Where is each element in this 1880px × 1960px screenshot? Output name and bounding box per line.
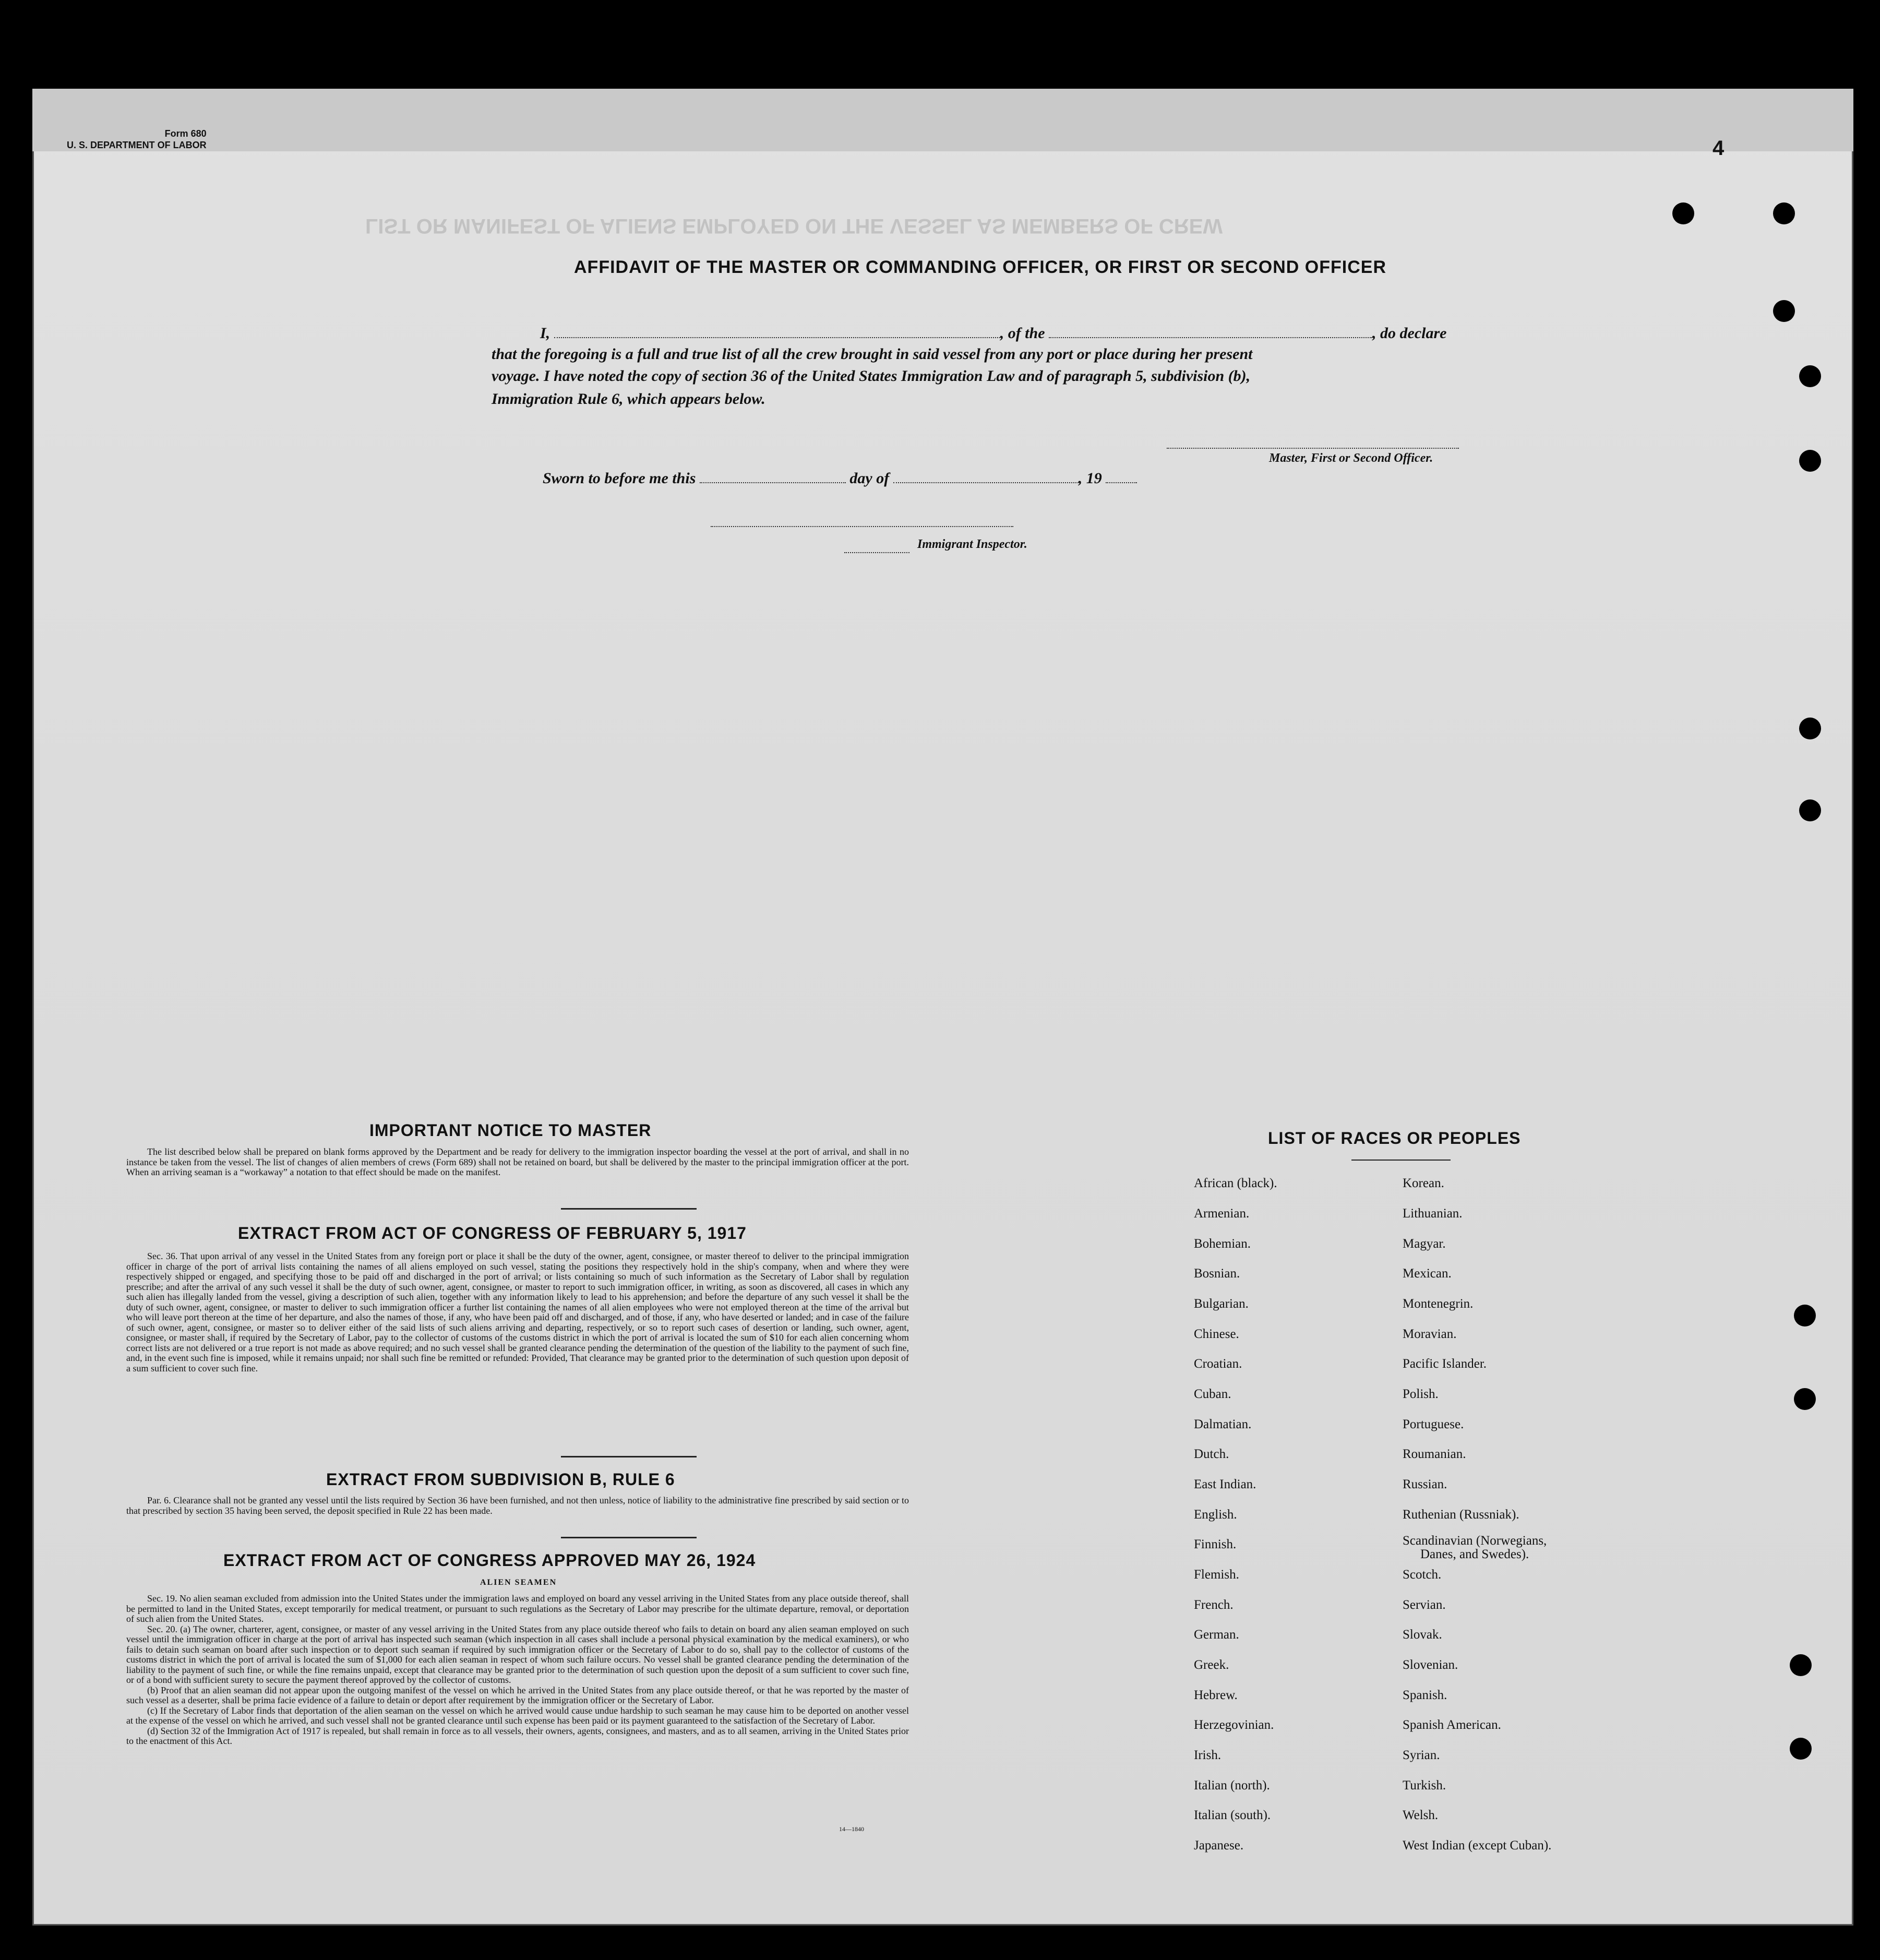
inspector-label: Immigrant Inspector.: [917, 537, 1027, 551]
race-item: Portuguese.: [1403, 1417, 1464, 1431]
race-item: Ruthenian (Russniak).: [1403, 1508, 1519, 1522]
race-item: Hebrew.: [1194, 1688, 1238, 1702]
race-item: Bulgarian.: [1194, 1297, 1249, 1311]
notice-title: IMPORTANT NOTICE TO MASTER: [369, 1121, 652, 1140]
form-print-code: 14—1840: [839, 1825, 864, 1833]
sec-20a-paragraph: Sec. 20. (a) The owner, charterer, agent, consignee, or master of any vessel arriving in the United States from any place outside thereof who fails to detain on board any alien seaman employed on such vessel until the immigration officer in charge at the port of arrival has inspected such seaman (which inspection in all cases shall include a personal physical examination by the medical examiners), or who fails to detain such seaman on board after such inspection or to deport such seaman if required by such immigration officer or the Secretary of Labor to do so, shall pay to the collector of customs of the customs district in which the port of arrival is located the sum of $1,000 for each alien seaman in respect of whom such failure occurs. No vessel shall be granted clearance pending the determination of the liability to the payment of such fine, or while the fine remains unpaid, except that clearance may be granted prior to the determination of such question upon the deposit of a sum sufficient to cover such fine, or of a bond with sufficient surety to secure the payment thereof approved by the collector of customs.: [126, 1623, 909, 1685]
race-item: Lithuanian.: [1403, 1206, 1463, 1221]
sworn-line: [543, 470, 1137, 487]
alien-seamen-subtitle: ALIEN SEAMEN: [480, 1578, 557, 1587]
race-item: Croatian.: [1194, 1357, 1242, 1371]
race-item: Italian (north).: [1194, 1778, 1270, 1792]
divider: [561, 1456, 697, 1457]
race-item: Dalmatian.: [1194, 1417, 1252, 1431]
punch-hole: [1799, 799, 1821, 821]
affidavit-line-4: Immigration Rule 6, which appears below.: [492, 390, 765, 408]
race-item: Herzegovinian.: [1194, 1718, 1274, 1732]
sec-20b-paragraph: (b) Proof that an alien seaman did not appear upon the outgoing manifest of the vessel on which he arrived in the United States from any place outside thereof, or that he was reported by the master of such vessel as a deserter, shall be prima facie evidence of a failure to detain or deport after requirement by the immigration officer or the Secretary of Labor.: [126, 1684, 909, 1705]
race-item: Scandinavian (Norwegians,: [1403, 1534, 1547, 1548]
race-item: Servian.: [1403, 1598, 1446, 1612]
form-identifier: [67, 128, 207, 151]
inspector-prefix-line: [844, 552, 909, 553]
race-item: East Indian.: [1194, 1477, 1256, 1491]
race-item: Scotch.: [1403, 1568, 1442, 1582]
race-item: Roumanian.: [1403, 1447, 1466, 1461]
race-item: English.: [1194, 1508, 1237, 1522]
vessel-blank[interactable]: [1049, 326, 1372, 338]
race-item-continuation: Danes, and Swedes).: [1420, 1547, 1529, 1561]
punch-hole: [1773, 202, 1795, 224]
department-name: U. S. DEPARTMENT OF LABOR: [67, 140, 207, 150]
extract-1924-title: EXTRACT FROM ACT OF CONGRESS APPROVED MAY 26, 1924: [223, 1551, 756, 1570]
race-item: Montenegrin.: [1403, 1297, 1474, 1311]
race-item: Spanish American.: [1403, 1718, 1501, 1732]
race-item: Bohemian.: [1194, 1237, 1251, 1251]
notice-text: The list described below shall be prepared on blank forms approved by the Department and be ready for delivery to the immigration inspector boarding the vessel at the port of arrival, and shall in no instance be taken from the vessel. The list of changes of alien members of crews (Form 689) shall not be retained on board, but shall be delivered by the master to the principal immigration officer at the port. When an arriving seaman is a “workaway” a notation to that effect should be made on the manifest.: [126, 1146, 909, 1177]
sec-20d-paragraph: (d) Section 32 of the Immigration Act of 1917 is repealed, but shall remain in force as to all vessels, their owners, agents, consignees, and masters, and as to all seamen, arriving in the United States prior to the enactment of this Act.: [126, 1725, 909, 1746]
inspector-signature-line[interactable]: [711, 526, 1013, 527]
sworn-day-blank[interactable]: [700, 471, 846, 483]
race-item: Cuban.: [1194, 1387, 1231, 1401]
rule6-title: EXTRACT FROM SUBDIVISION B, RULE 6: [326, 1470, 675, 1489]
top-band: [32, 89, 1853, 151]
punch-hole: [1799, 450, 1821, 472]
page-number: 4: [1713, 137, 1725, 160]
punch-hole: [1794, 1388, 1816, 1410]
sec-19-paragraph: Sec. 19. No alien seaman excluded from admission into the United States under the immigration laws and employed on board any vessel arriving in the United States from any place outside thereof, shall be permitted to land in the United States, except temporarily for medical treatment, or pursuant to such regulations as the Secretary of Labor may prescribe for the ultimate departure, removal, or deportation of such alien from the United States.: [126, 1593, 909, 1624]
race-item: Greek.: [1194, 1658, 1229, 1672]
race-item: Turkish.: [1403, 1778, 1446, 1792]
divider: [561, 1208, 697, 1210]
punch-hole: [1794, 1305, 1816, 1326]
punch-hole: [1790, 1738, 1812, 1760]
punch-hole: [1799, 365, 1821, 387]
extract-1924-text: [126, 1594, 909, 1747]
punch-hole: [1799, 718, 1821, 739]
race-item: French.: [1194, 1598, 1234, 1612]
race-item: Mexican.: [1403, 1266, 1452, 1281]
race-item: Russian.: [1403, 1477, 1447, 1491]
race-item: Chinese.: [1194, 1327, 1239, 1341]
race-item: Syrian.: [1403, 1748, 1440, 1762]
race-item: Bosnian.: [1194, 1266, 1240, 1281]
affidavit-declaration-line: [540, 325, 1446, 342]
affidavit-line-3: voyage. I have noted the copy of section 36 of the United States Immigration Law and of paragraph 5, subdivision (b),: [492, 367, 1251, 385]
sworn-day-of: day of: [849, 470, 890, 487]
races-divider: [1351, 1160, 1451, 1161]
punch-hole: [1672, 202, 1694, 224]
form-number: Form 680: [164, 128, 207, 139]
race-item: African (black).: [1194, 1176, 1277, 1190]
ghost-manifest-title: LIST OR MANIFEST OF ALIENS EMPLOYED ON THE VESSEL AS MEMBERS OF CREW: [365, 214, 1223, 237]
race-item: German.: [1194, 1628, 1239, 1642]
race-item: Japanese.: [1194, 1838, 1244, 1853]
race-item: Moravian.: [1403, 1327, 1457, 1341]
sworn-year-blank[interactable]: [1106, 471, 1137, 483]
race-item: Magyar.: [1403, 1237, 1446, 1251]
race-item: Slovak.: [1403, 1628, 1442, 1642]
affidavit-i: I,: [540, 325, 550, 342]
rule6-text: Par. 6. Clearance shall not be granted any vessel until the lists required by Section 36 have been furnished, and not then unless, notice of liability to the administrative fine prescribed by said section or to that prescribed by section 35 having been served, the deposit specified in Rule 22 has been made.: [126, 1495, 909, 1516]
races-title: LIST OF RACES OR PEOPLES: [1268, 1129, 1521, 1148]
race-item: Irish.: [1194, 1748, 1222, 1762]
affidavit-declare: , do declare: [1372, 325, 1447, 342]
race-item: Korean.: [1403, 1176, 1444, 1190]
race-item: Armenian.: [1194, 1206, 1250, 1221]
race-item: Polish.: [1403, 1387, 1439, 1401]
affidavit-of-the: , of the: [1000, 325, 1045, 342]
divider: [561, 1537, 697, 1538]
sec-20c-paragraph: (c) If the Secretary of Labor finds that deportation of the alien seaman on the vessel on which he arrived would cause undue hardship to such seaman he may cause him to be deported on another vessel at the expense of the vessel on which he arrived, and such vessel shall not be granted clearance until such expense has been paid or its payment guaranteed to the satisfaction of the Secretary of Labor.: [126, 1705, 909, 1726]
punch-hole: [1790, 1654, 1812, 1676]
race-item: Finnish.: [1194, 1537, 1237, 1551]
extract-1917-title: EXTRACT FROM ACT OF CONGRESS OF FEBRUARY 5, 1917: [238, 1224, 747, 1242]
punch-hole: [1773, 300, 1795, 322]
race-item: West Indian (except Cuban).: [1403, 1838, 1552, 1853]
race-item: Dutch.: [1194, 1447, 1229, 1461]
affidavit-title: AFFIDAVIT OF THE MASTER OR COMMANDING OFFICER, OR FIRST OR SECOND OFFICER: [574, 257, 1386, 277]
sworn-prefix: Sworn to before me this: [543, 470, 696, 487]
master-signature-label: Master, First or Second Officer.: [1269, 451, 1433, 465]
extract-1917-text: Sec. 36. That upon arrival of any vessel in the United States from any foreign port or place it shall be the duty of the owner, agent, consignee, or master thereof to deliver to the principal immigration officer in charge of the port of arrival lists containing the names of all aliens employed on such vessel, stating the positions they respectively hold in the ship's company, when and where they were respectively shipped or engaged, and specifying those to be paid off and discharged in the port of arrival; or lists containing so much of such information as the Secretary of Labor shall by regulation prescribe; and after the arrival of any such vessel it shall be the duty of such owner, agent, consignee, or master to report to such immigration officer, in writing, as soon as discovered, all cases in which any such alien has illegally landed from the vessel, giving a description of such alien, together with any information likely to lead to his apprehension; and before the departure of any such vessel it shall be the duty of such owner, agent, consignee, or master to deliver to such immigration officer a further list containing the names of all alien employees who were not employed thereon at the time of the arrival but who will leave port thereon at the time of her departure, and also the names of those, if any, who have been paid off and discharged, and of those, if any, who have deserted or landed; and in case of the failure of such owner, agent, consignee, or master so to deliver either of the said lists of such aliens arriving and departing, respectively, or so to report such cases of desertion or landing, such owner, agent, consignee, or master shall, if required by the Secretary of Labor, pay to the collector of customs of the customs district in which the port of arrival is located the sum of $10 for each alien concerning whom correct lists are not delivered or a true report is not made as above required; and no such vessel shall be granted clearance pending the determination of the question of the liability to the payment of such fine, and, in the event such fine is imposed, while it remains unpaid; nor shall such fine be remitted or refunded: Provided, That clearance may be granted prior to the determination of such question upon deposit of a sum sufficient to cover such fine.: [126, 1251, 909, 1373]
master-signature-line[interactable]: [1167, 448, 1459, 449]
race-item: Slovenian.: [1403, 1658, 1458, 1672]
race-item: Welsh.: [1403, 1808, 1439, 1822]
name-blank[interactable]: [554, 326, 1000, 338]
sworn-year-prefix: , 19: [1078, 470, 1102, 487]
race-item: Spanish.: [1403, 1688, 1447, 1702]
sworn-month-blank[interactable]: [893, 471, 1079, 483]
race-item: Flemish.: [1194, 1568, 1239, 1582]
race-item: Italian (south).: [1194, 1808, 1271, 1822]
race-item: Pacific Islander.: [1403, 1357, 1487, 1371]
affidavit-line-2: that the foregoing is a full and true list of all the crew brought in said vessel from any port or place during her present: [492, 345, 1253, 363]
